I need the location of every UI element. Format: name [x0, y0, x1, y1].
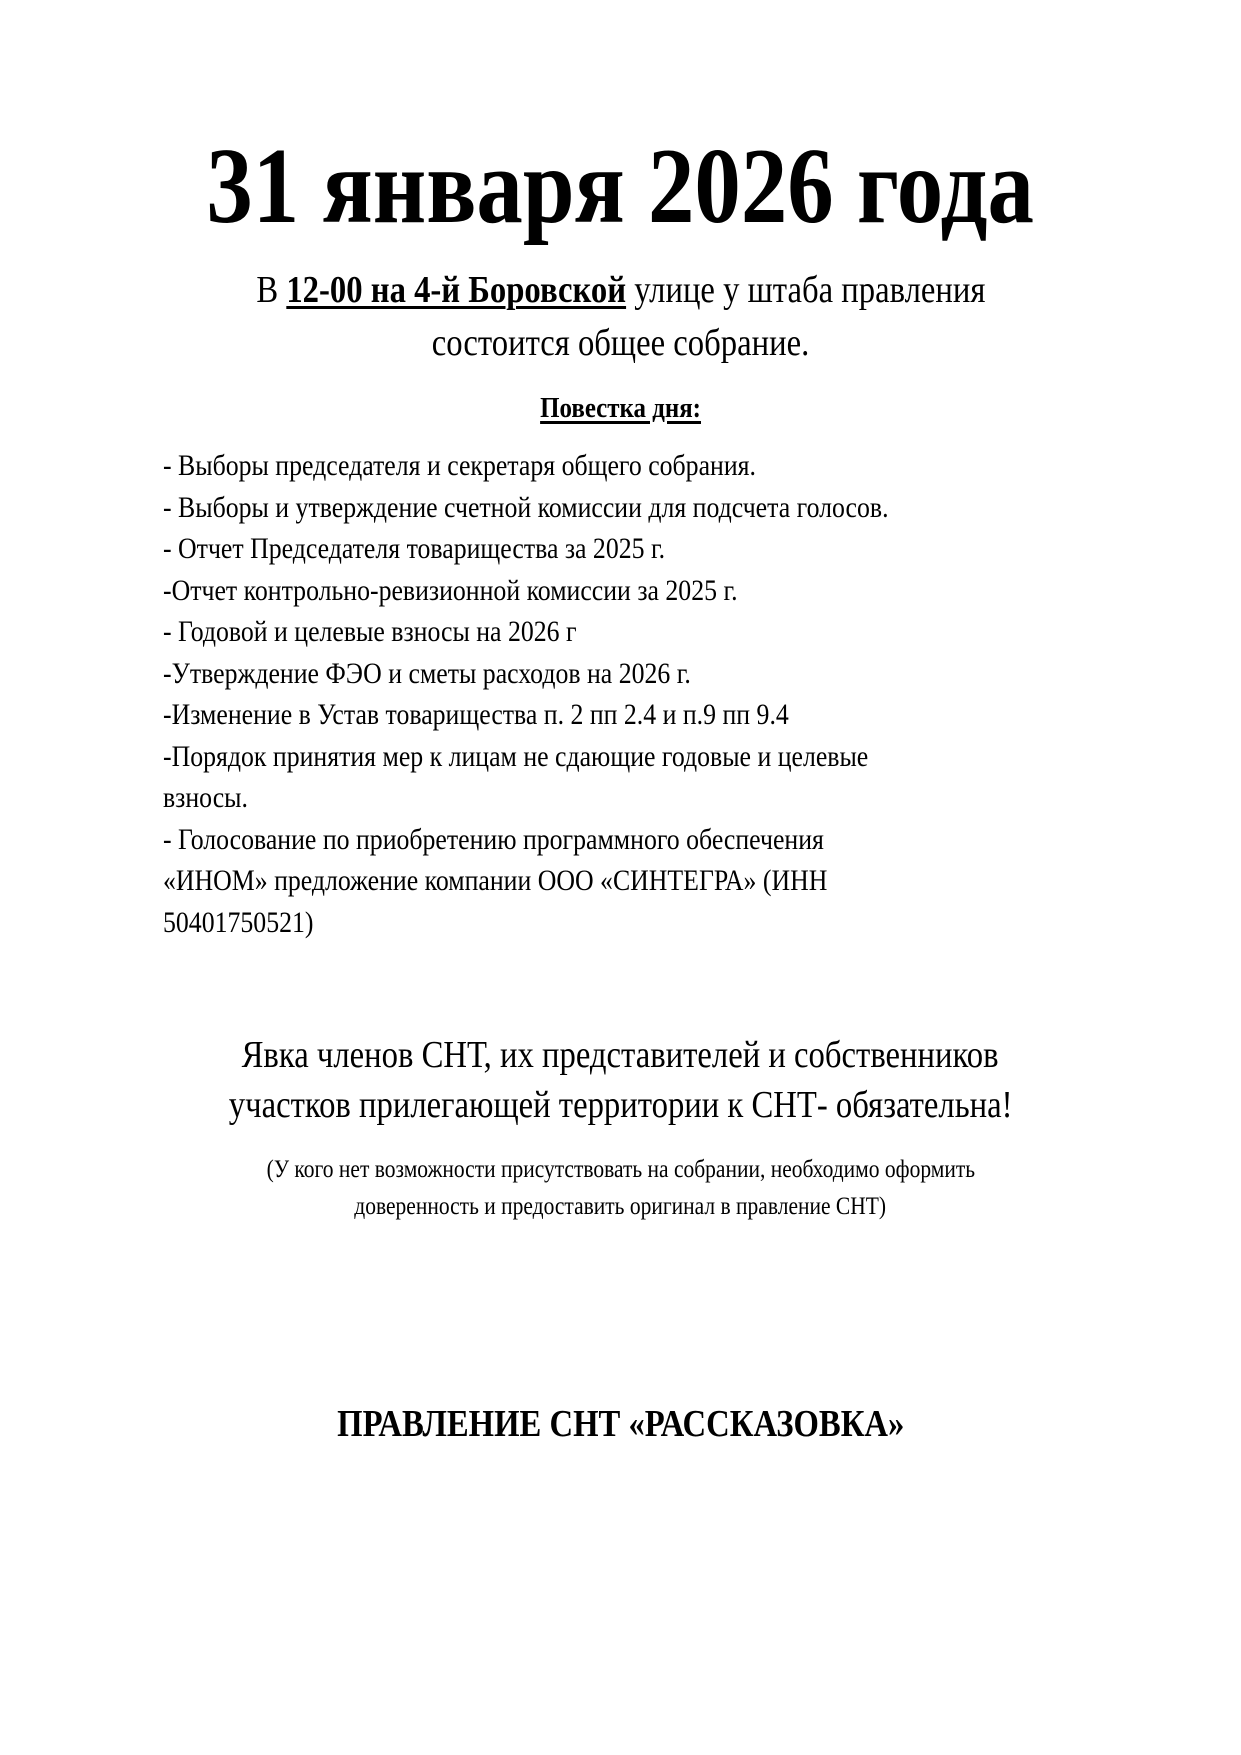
- agenda-item: 50401750521): [163, 905, 314, 939]
- signature-text: ПРАВЛЕНИЕ СНТ «РАССКАЗОВКА»: [336, 1403, 905, 1445]
- agenda-item: - Голосование по приобретению программного обеспечения: [163, 822, 824, 856]
- agenda-item: -Порядок принятия мер к лицам не сдающие годовые и целевые: [163, 739, 869, 773]
- agenda-title-text: Повестка дня:: [540, 392, 701, 424]
- signature: [0, 1400, 1241, 1448]
- agenda-item: -Утверждение ФЭО и сметы расходов на 2026 г.: [163, 656, 691, 690]
- attendance-line-2-text: участков прилегающей территории к СНТ- обязательна!: [228, 1084, 1013, 1126]
- date-heading-text: 31 января 2026 года: [206, 127, 1035, 246]
- agenda-item: взносы.: [163, 781, 248, 814]
- agenda-item: - Выборы председателя и секретаря общего собрания.: [163, 449, 756, 482]
- agenda-item: - Годовой и целевые взносы на 2026 г: [163, 615, 577, 648]
- agenda-title: [0, 390, 1241, 426]
- meeting-intro-line-1: [0, 265, 1241, 315]
- agenda-item: - Отчет Председателя товарищества за 2025 г.: [163, 532, 666, 565]
- meeting-time-place: 12-00 на 4-й Боровской: [285, 269, 626, 311]
- intro-suffix: улице у штаба правления: [625, 269, 986, 311]
- date-heading: [0, 122, 1241, 252]
- attendance-line-2: [0, 1080, 1241, 1130]
- agenda-list: [163, 445, 1123, 943]
- agenda-item: «ИНОМ» предложение компании ООО «СИНТЕГРА» (ИНН: [163, 864, 828, 897]
- agenda-item: - Выборы и утверждение счетной комиссии для подсчета голосов.: [163, 490, 889, 524]
- agenda-item: -Отчет контрольно-ревизионной комиссии за 2025 г.: [163, 573, 738, 607]
- proxy-note-line-1-text: (У кого нет возможности присутствовать на собрании, необходимо оформить: [266, 1156, 975, 1183]
- proxy-note-line-2-text: доверенность и предоставить оригинал в правление СНТ): [354, 1193, 887, 1220]
- proxy-note-line-2: [0, 1188, 1241, 1225]
- proxy-note-line-1: [0, 1151, 1241, 1188]
- intro-prefix: В: [255, 269, 286, 311]
- meeting-intro-line-2: [0, 318, 1241, 368]
- attendance-line-1-text: Явка членов СНТ, их представителей и собственников: [242, 1034, 999, 1076]
- attendance-line-1: [0, 1030, 1241, 1080]
- intro-line-2-text: состоится общее собрание.: [431, 322, 810, 364]
- agenda-item: -Изменение в Устав товарищества п. 2 пп 2.4 и п.9 пп 9.4: [163, 698, 789, 731]
